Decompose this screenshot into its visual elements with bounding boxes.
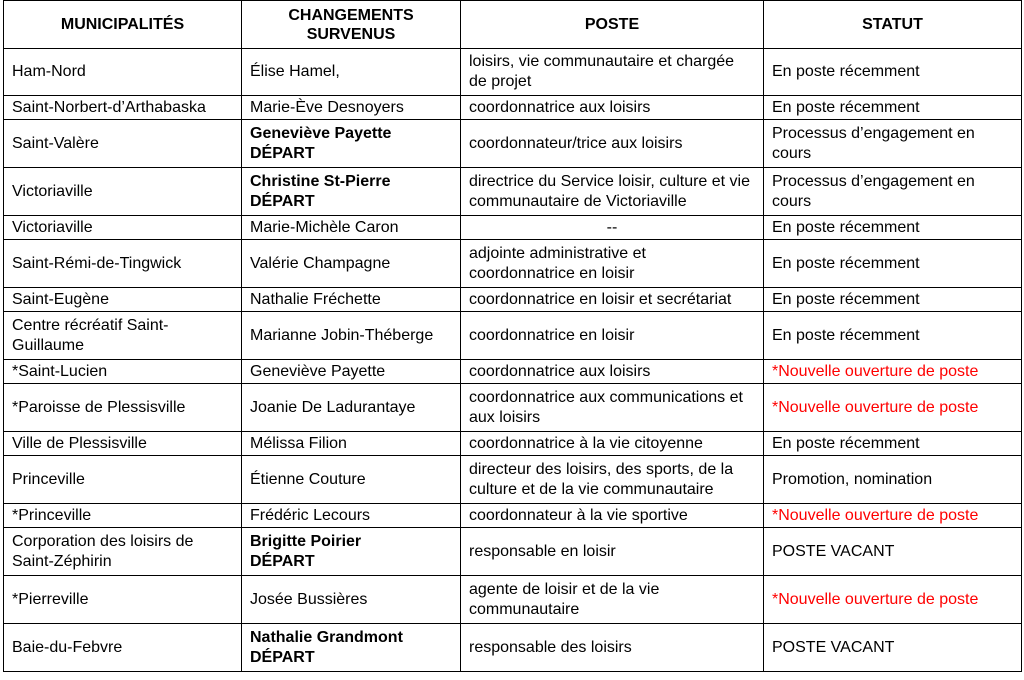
person-name: Nathalie Grandmont — [250, 628, 403, 646]
person-name: Mélissa Filion — [250, 434, 347, 452]
depart-label: DÉPART — [250, 192, 315, 210]
change-cell — [242, 624, 461, 672]
depart-label: DÉPART — [250, 144, 315, 162]
municipality-cell: *Saint-Lucien — [4, 360, 242, 384]
person-name: Josée Bussières — [250, 590, 368, 608]
header-statut: STATUT — [764, 1, 1022, 49]
municipality-cell: Saint-Norbert-d’Arthabaska — [4, 96, 242, 120]
header-row — [4, 1, 1022, 49]
change-cell — [242, 49, 461, 96]
poste-cell: adjointe administrative et coordonnatrice en loisir — [461, 240, 764, 288]
depart-label: DÉPART — [250, 648, 315, 666]
municipality-cell: Baie-du-Febvre — [4, 624, 242, 672]
person-name: Brigitte Poirier — [250, 532, 362, 550]
poste-cell: coordonnatrice aux communications et aux loisirs — [461, 384, 764, 432]
table-row — [4, 216, 1022, 240]
change-cell — [242, 288, 461, 312]
poste-cell: coordonnatrice aux loisirs — [461, 96, 764, 120]
table-body — [4, 49, 1022, 672]
municipality-cell: Victoriaville — [4, 168, 242, 216]
municipality-cell: Princeville — [4, 456, 242, 504]
change-cell — [242, 456, 461, 504]
poste-cell: agente de loisir et de la vie communautaire — [461, 576, 764, 624]
table-row — [4, 240, 1022, 288]
poste-cell: coordonnatrice en loisir — [461, 312, 764, 360]
table-row — [4, 312, 1022, 360]
change-cell — [242, 504, 461, 528]
person-name: Valérie Champagne — [250, 254, 391, 272]
table-row — [4, 168, 1022, 216]
statut-cell: POSTE VACANT — [764, 528, 1022, 576]
statut-cell: En poste récemment — [764, 216, 1022, 240]
header-poste: POSTE — [461, 1, 764, 49]
change-cell — [242, 120, 461, 168]
header-municipalites: MUNICIPALITÉS — [4, 1, 242, 49]
municipality-cell: Centre récréatif Saint-Guillaume — [4, 312, 242, 360]
table-row — [4, 456, 1022, 504]
person-name: Élise Hamel, — [250, 63, 340, 80]
person-name: Nathalie Fréchette — [250, 290, 381, 308]
change-cell — [242, 384, 461, 432]
municipality-cell: Victoriaville — [4, 216, 242, 240]
change-cell — [242, 432, 461, 456]
person-name: Frédéric Lecours — [250, 506, 371, 524]
change-cell — [242, 312, 461, 360]
change-cell — [242, 216, 461, 240]
statut-cell: Processus d’engagement en cours — [764, 168, 1022, 216]
municipality-cell: Saint-Rémi-de-Tingwick — [4, 240, 242, 288]
person-name: Christine St-Pierre — [250, 172, 391, 190]
municipality-cell: Ville de Plessisville — [4, 432, 242, 456]
statut-cell: POSTE VACANT — [764, 624, 1022, 672]
poste-cell: -- — [461, 216, 764, 240]
header-changements: CHANGEMENTS SURVENUS — [242, 1, 461, 49]
municipality-cell: *Princeville — [4, 504, 242, 528]
table-row — [4, 528, 1022, 576]
municipality-cell: *Paroisse de Plessisville — [4, 384, 242, 432]
table-row — [4, 360, 1022, 384]
statut-cell: En poste récemment — [764, 240, 1022, 288]
person-name: Marianne Jobin-Théberge — [250, 326, 434, 344]
poste-cell: directrice du Service loisir, culture et vie communautaire de Victoriaville — [461, 168, 764, 216]
municipality-cell: *Pierreville — [4, 576, 242, 624]
change-cell — [242, 240, 461, 288]
change-cell — [242, 528, 461, 576]
statut-cell: En poste récemment — [764, 288, 1022, 312]
change-cell — [242, 576, 461, 624]
poste-cell: coordonnateur à la vie sportive — [461, 504, 764, 528]
person-name: Geneviève Payette — [250, 362, 386, 380]
person-name: Geneviève Payette — [250, 124, 392, 142]
statut-cell: En poste récemment — [764, 312, 1022, 360]
table-row — [4, 576, 1022, 624]
poste-cell: responsable en loisir — [461, 528, 764, 576]
statut-cell: En poste récemment — [764, 432, 1022, 456]
person-name: Joanie De Ladurantaye — [250, 398, 416, 416]
poste-cell: directeur des loisirs, des sports, de la culture et de la vie communautaire — [461, 456, 764, 504]
person-name: Marie-Michèle Caron — [250, 218, 399, 236]
table-row — [4, 49, 1022, 96]
table-row — [4, 96, 1022, 120]
table-row — [4, 432, 1022, 456]
poste-cell: coordonnatrice à la vie citoyenne — [461, 432, 764, 456]
poste-cell: coordonnateur/trice aux loisirs — [461, 120, 764, 168]
table-row — [4, 120, 1022, 168]
poste-cell: responsable des loisirs — [461, 624, 764, 672]
municipality-cell: Saint-Valère — [4, 120, 242, 168]
table-row — [4, 288, 1022, 312]
person-name: Marie-Ève Desnoyers — [250, 98, 404, 116]
municipality-cell: Corporation des loisirs de Saint-Zéphirin — [4, 528, 242, 576]
change-cell — [242, 360, 461, 384]
statut-cell: *Nouvelle ouverture de poste — [764, 504, 1022, 528]
change-cell — [242, 168, 461, 216]
change-cell — [242, 96, 461, 120]
poste-cell: loisirs, vie communautaire et chargée de projet — [461, 49, 764, 96]
statut-cell: Processus d’engagement en cours — [764, 120, 1022, 168]
municipality-cell: Ham-Nord — [4, 49, 242, 96]
statut-cell: En poste récemment — [764, 96, 1022, 120]
staff-changes-table — [3, 0, 1022, 672]
person-name: Étienne Couture — [250, 470, 366, 488]
statut-cell: *Nouvelle ouverture de poste — [764, 576, 1022, 624]
statut-cell: *Nouvelle ouverture de poste — [764, 384, 1022, 432]
depart-label: DÉPART — [250, 552, 315, 570]
statut-cell: En poste récemment — [764, 49, 1022, 96]
poste-cell: coordonnatrice aux loisirs — [461, 360, 764, 384]
table-row — [4, 504, 1022, 528]
municipality-cell: Saint-Eugène — [4, 288, 242, 312]
poste-cell: coordonnatrice en loisir et secrétariat — [461, 288, 764, 312]
statut-cell: Promotion, nomination — [764, 456, 1022, 504]
statut-cell: *Nouvelle ouverture de poste — [764, 360, 1022, 384]
table-row — [4, 624, 1022, 672]
table-row — [4, 384, 1022, 432]
